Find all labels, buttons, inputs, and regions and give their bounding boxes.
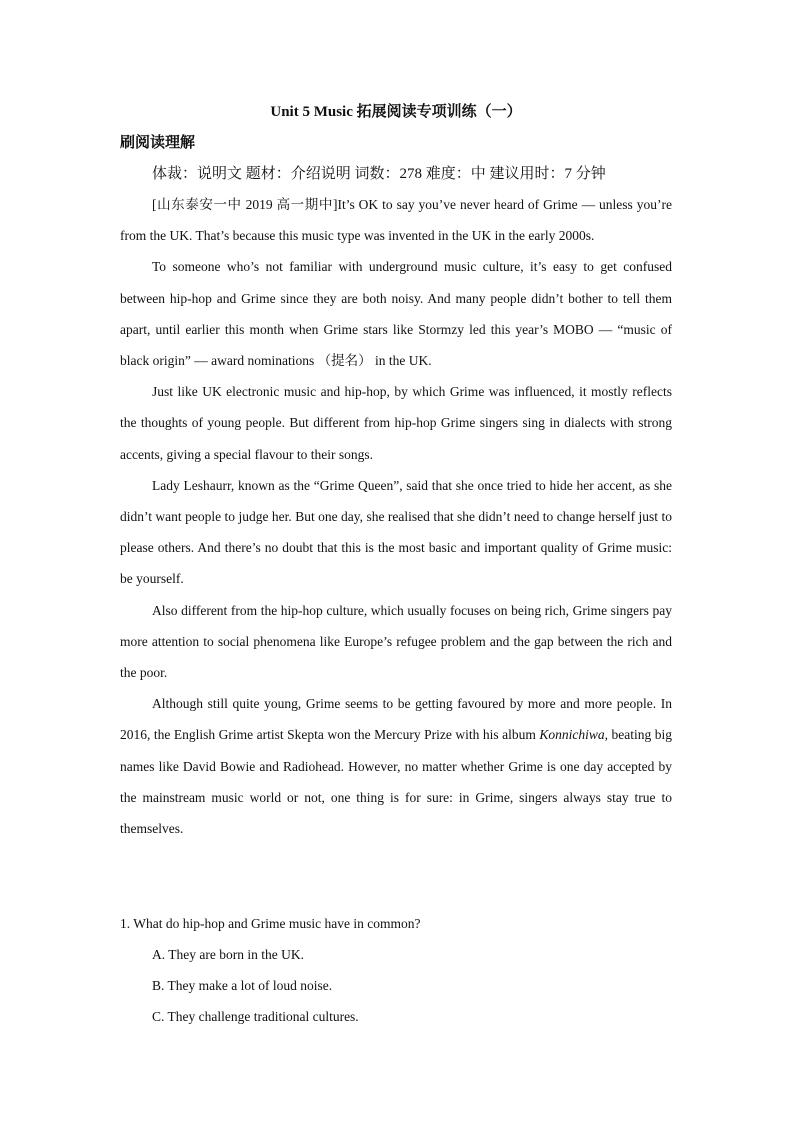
section-heading: 刷阅读理解 — [120, 135, 196, 151]
question-1-option-a[interactable]: A. They are born in the UK. — [152, 947, 304, 962]
passage-meta-line: 体裁：说明文 题材：介绍说明 词数：278 难度：中 建议用时：7 分钟 — [152, 166, 606, 182]
passage-paragraph-3: Just like UK electronic music and hip-hop, by which Grime was influenced, it mostly reflects the thoughts of young people. But different from hip-hop Grime singers sing in dialects with strong accents, giving a special flavour to their songs. — [120, 384, 672, 462]
paragraph-6-text-b: , beating big names like David Bowie and Radiohead. However, no matter whether Grime is one day accepted by the mainstream music world or not, one thing is for sure: in Grime, singers always stay true to themselves. — [120, 727, 672, 837]
question-list — [120, 908, 672, 1032]
passage-paragraph-1: [山东泰安一中 2019 高一期中]It’s OK to say you’ve never heard of Grime — unless you’re from the UK. That’s because this music type was invented in the UK in the early 2000s. — [120, 197, 672, 244]
paragraph-6-text-a: Although still quite young, Grime seems to be getting favoured by more and more people. In 2016, the English Grime artist Skepta won the Mercury Prize with his album — [120, 696, 672, 743]
passage-paragraph-6 — [120, 688, 672, 844]
passage-paragraph-2: To someone who’s not familiar with underground music culture, it’s easy to get confused between hip-hop and Grime since they are both noisy. And many people didn’t bother to tell them apart, until earlier this month when Grime stars like Stormzy led this year’s MOBO — “music of black origin” — award nominations （提名） in the UK. — [120, 259, 672, 369]
album-title: Konnichiwa — [539, 727, 605, 743]
reading-passage — [120, 189, 672, 844]
passage-paragraph-4: Lady Leshaurr, known as the “Grime Queen”, said that she once tried to hide her accent, as she didn’t want people to judge her. But one day, she realised that she didn’t need to change herself just to please others. And there’s no doubt that this is the most basic and important quality of Grime music: be yourself. — [120, 477, 672, 587]
passage-paragraph-5: Also different from the hip-hop culture, which usually focuses on being rich, Grime singers pay more attention to social phenomena like Europe’s refugee problem and the gap between the rich and the poor. — [120, 602, 672, 681]
question-1-stem: 1. What do hip-hop and Grime music have in common? — [120, 916, 421, 931]
document-title: Unit 5 Music 拓展阅读专项训练（一） — [270, 104, 522, 120]
question-1-option-b[interactable]: B. They make a lot of loud noise. — [152, 978, 333, 993]
question-1-option-c[interactable]: C. They challenge traditional cultures. — [152, 1009, 359, 1024]
